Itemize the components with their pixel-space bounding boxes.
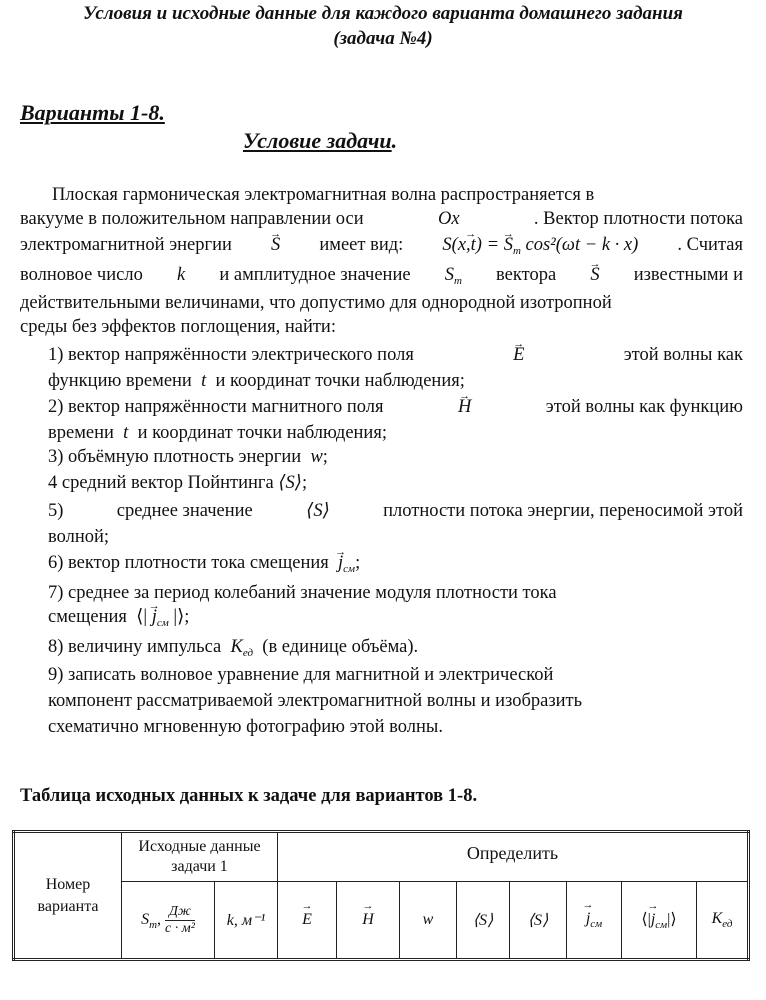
item-9-line-2: компонент рассматриваемой электромагнитной волны и изобразить [48, 691, 583, 711]
col-define-header: Определить [278, 832, 749, 882]
th-S-mean: ⟨S⟩ [510, 882, 567, 960]
th-K: $K_{ед}$ [697, 882, 749, 960]
th-k: k, м⁻¹ [215, 882, 278, 960]
item-7-line-2: смещения ⟨| → $j_{см}$ |⟩; [48, 604, 743, 636]
doc-header-line1: Условия и исходные данные для каждого варианта домашнего задания [83, 3, 683, 24]
variants-title: Варианты 1-8. [20, 100, 165, 125]
item-5-line-2: волной; [48, 527, 110, 547]
item-1-line-1: 1) вектор напряжённости электрического поля → E этой волны как [48, 342, 743, 368]
item-6: 6) вектор плотности тока смещения → $j_{см}$; [48, 550, 743, 582]
intro-line-1: Плоская гармоническая электромагнитная волна распространяется в [52, 185, 595, 205]
poynting-formula: → S(x,t) = → $S_m$ cos²(ωt − k · x) [442, 232, 638, 264]
doc-header-line2: (задача №4) [333, 28, 433, 49]
item-3: 3) объёмную плотность энергии w; [48, 447, 328, 467]
th-E: → E [278, 882, 337, 960]
intro-line-4: волновое число k и амплитудное значение $S_m$ вектора → S известными и [20, 262, 743, 294]
th-j-abs-mean: ⟨|→ $j_{см}|⟩$ [622, 882, 697, 960]
item-2-line-1: 2) вектор напряжённости магнитного поля → H этой волны как функцию [48, 394, 743, 420]
intro-line-3: электромагнитной энергии → S имеет вид: → S(x,t) = → $S_m$ cos²(ωt − k · x) . Считая [20, 232, 743, 264]
intro-line-6: среды без эффектов поглощения, найти: [20, 317, 336, 337]
intro-line-2: вакууме в положительном направлении оси Ox . Вектор плотности потока [20, 209, 743, 229]
th-H: → H [337, 882, 400, 960]
th-j-disp: → $j_{см}$ [567, 882, 622, 960]
item-2-line-2: времени t и координат точки наблюдения; [48, 423, 387, 443]
s-vector-symbol: → S [590, 262, 599, 294]
col-variant-header: Номер варианта [14, 832, 122, 960]
col-input-header: Исходные данные задачи 1 [122, 832, 278, 882]
input-data-table [12, 830, 750, 961]
item-4: 4 средний вектор Пойнтинга ⟨S⟩; [48, 473, 308, 493]
item-1-line-2: функцию времени t и координат точки наблюдения; [48, 371, 465, 391]
condition-title: Условие задачи. [243, 128, 398, 153]
item-9-line-3: схематично мгновенную фотографию этой волны. [48, 717, 443, 737]
th-w: w [400, 882, 457, 960]
intro-line-5: действительными величинами, что допустимо для однородной изотропной [20, 293, 612, 313]
item-7-line-1: 7) среднее за период колебаний значение модуля плотности тока [48, 583, 557, 603]
item-8: 8) величину импульса $K_{ед}$ (в единице объёма). [48, 637, 419, 659]
th-sm-unit: $S_m$, Дж с · м² [122, 882, 215, 960]
table-caption: Таблица исходных данных к задаче для вариантов 1-8. [20, 786, 478, 806]
item-5-line-1: 5) среднее значение ⟨S⟩ плотности потока энергии, переносимой этой [48, 501, 743, 521]
item-9-line-1: 9) записать волновое уравнение для магнитной и электрической [48, 665, 554, 685]
th-S-vector: ⟨S⟩ [457, 882, 510, 960]
